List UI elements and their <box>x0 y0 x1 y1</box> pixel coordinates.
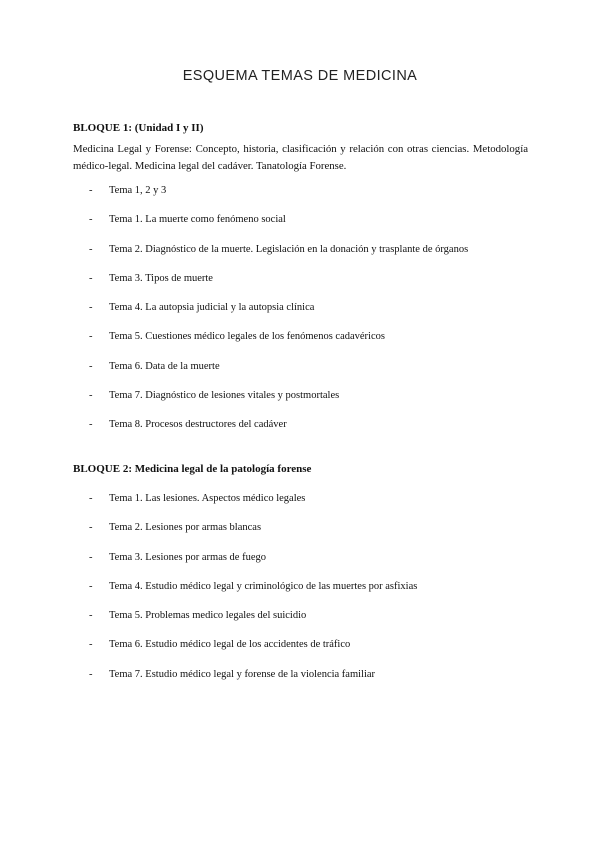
topic-label: Tema 1, 2 y 3 <box>109 185 167 196</box>
bullet-dash: - <box>89 668 93 680</box>
bullet-dash: - <box>89 214 93 226</box>
bullet-dash: - <box>89 580 93 592</box>
bullet-dash: - <box>89 360 93 372</box>
bullet-dash: - <box>89 551 93 563</box>
bullet-dash: - <box>89 419 93 431</box>
topic-label: Tema 8. Procesos destructores del cadáver <box>109 419 287 431</box>
page-title: ESQUEMA TEMAS DE MEDICINA <box>182 68 418 84</box>
topic-label: Tema 5. Problemas medico legales del suicidio <box>109 610 307 622</box>
topic-label: Tema 4. Estudio médico legal y criminológico de las muertes por asfixias <box>109 580 418 592</box>
topic-label: Tema 3. Tipos de muerte <box>109 272 213 284</box>
topic-label: Tema 1. Las lesiones. Aspectos médico legales <box>109 493 306 504</box>
bullet-dash: - <box>89 610 93 622</box>
bullet-dash: - <box>89 185 93 196</box>
bullet-dash: - <box>89 390 93 402</box>
topic-label: Tema 6. Data de la muerte <box>109 360 220 372</box>
topic-label: Tema 3. Lesiones por armas de fuego <box>109 551 267 563</box>
bullet-dash: - <box>89 331 93 343</box>
topic-label: Tema 2. Lesiones por armas blancas <box>109 522 262 534</box>
bullet-dash: - <box>89 272 93 284</box>
block-1-heading: BLOQUE 1: (Unidad I y II) <box>73 122 204 134</box>
bullet-dash: - <box>89 639 93 651</box>
topic-label: Tema 6. Estudio médico legal de los accidentes de tráfico <box>109 639 351 651</box>
block-2-heading: BLOQUE 2: Medicina legal de la patología forense <box>73 463 312 475</box>
bullet-dash: - <box>89 302 93 314</box>
topic-label: Tema 5. Cuestiones médico legales de los fenómenos cadavéricos <box>109 331 385 343</box>
bullet-dash: - <box>89 493 93 504</box>
bullet-dash: - <box>89 522 93 534</box>
topic-label: Tema 7. Diagnóstico de lesiones vitales y postmortales <box>109 390 340 402</box>
bullet-dash: - <box>89 243 93 255</box>
topic-label: Tema 7. Estudio médico legal y forense de la violencia familiar <box>109 668 376 680</box>
topic-label: Tema 1. La muerte como fenómeno social <box>109 214 286 226</box>
block-1-description: Medicina Legal y Forense: Concepto, historia, clasificación y relación con otras ciencias. Metodología médico-legal. Medicina legal del cadáver. Tanatología Forense. <box>73 143 528 172</box>
topic-label: Tema 2. Diagnóstico de la muerte. Legislación en la donación y trasplante de órganos <box>109 243 469 255</box>
topic-label: Tema 4. La autopsia judicial y la autopsia clínica <box>109 302 315 314</box>
